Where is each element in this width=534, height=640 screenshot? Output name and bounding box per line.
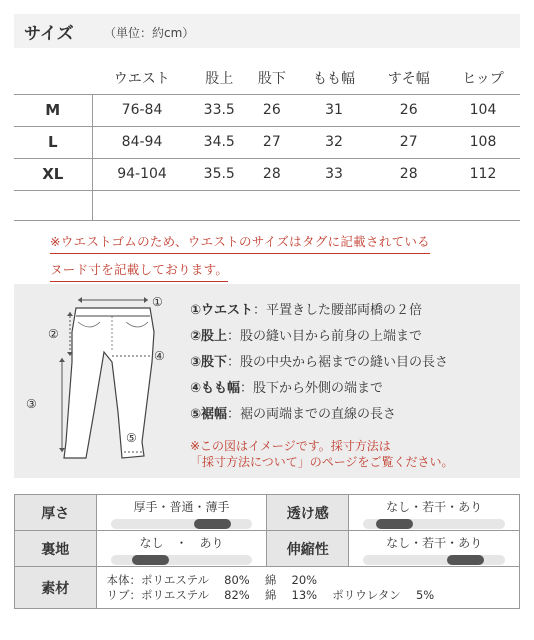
- marker-1: ①: [152, 295, 163, 309]
- legend-thigh: [190, 376, 520, 402]
- attr-row-material: [15, 567, 520, 609]
- size-cell-empty: [247, 190, 297, 220]
- size-table-header: [14, 62, 520, 94]
- size-cell-empty: [297, 190, 372, 220]
- size-cell: 84-94: [92, 126, 192, 158]
- diagram-warning-line2: 「採寸方法について」のページをご覧ください。: [190, 455, 454, 469]
- size-cell: 28: [371, 158, 446, 190]
- legend-inseam: [190, 350, 520, 376]
- attr-row-1: [15, 495, 520, 531]
- stretch-fill: [447, 555, 484, 565]
- transparency-label: 透け感: [267, 495, 349, 531]
- size-cell: 33.5: [192, 94, 247, 126]
- waist-note-text1: ※ウエストゴムのため、ウエストのサイズはタグに記載されている: [50, 234, 430, 254]
- size-title: サイズ: [24, 24, 74, 44]
- size-label: XL: [14, 158, 92, 190]
- waist-note-line1: [50, 232, 430, 250]
- size-cell: 32: [297, 126, 372, 158]
- size-cell: 76-84: [92, 94, 192, 126]
- column-header: 股下: [257, 70, 286, 87]
- legend-rise: [190, 324, 520, 350]
- material-cell: [96, 567, 519, 609]
- legend-term: ②股上: [190, 329, 228, 344]
- size-cell: 94-104: [92, 158, 192, 190]
- transparency-fill: [376, 519, 413, 529]
- column-header: すそ幅: [387, 70, 430, 87]
- thickness-indicator: [111, 519, 253, 529]
- transparency-cell: [349, 495, 520, 531]
- size-label-empty: [14, 190, 92, 220]
- size-row-l: [14, 126, 520, 158]
- size-table-corner: [14, 62, 92, 94]
- size-cell: 108: [446, 126, 520, 158]
- material-label: 素材: [15, 567, 97, 609]
- size-row-empty: [14, 190, 520, 220]
- size-cell: 26: [247, 94, 297, 126]
- pants-illustration: [22, 292, 192, 472]
- size-cell: 27: [371, 126, 446, 158]
- size-cell: 35.5: [192, 158, 247, 190]
- stretch-cell: [349, 531, 520, 567]
- stretch-indicator: [363, 555, 505, 565]
- legend-desc: ：平置きした腰部両橋の２倍: [253, 303, 423, 318]
- size-row-m: [14, 94, 520, 126]
- legend-desc: ：裾の両端までの直線の長さ: [227, 407, 397, 422]
- size-cell-empty: [92, 190, 192, 220]
- diagram-warning-line1: ※この図はイメージです。採寸方法は: [190, 439, 391, 453]
- size-cell: 112: [446, 158, 520, 190]
- measurement-diagram: [14, 284, 520, 478]
- stretch-options: なし・若干・あり: [386, 536, 483, 550]
- transparency-options: なし・若干・あり: [386, 500, 483, 514]
- size-cell: 28: [247, 158, 297, 190]
- waist-note-line2: [50, 260, 228, 278]
- size-cell: 31: [297, 94, 372, 126]
- size-cell-empty: [192, 190, 247, 220]
- marker-4: ④: [154, 349, 165, 363]
- legend-term: ①ウエスト: [190, 303, 254, 318]
- size-label: L: [14, 126, 92, 158]
- diagram-warning: [190, 438, 520, 470]
- size-header: [14, 14, 520, 48]
- transparency-indicator: [363, 519, 505, 529]
- marker-2: ②: [48, 327, 59, 341]
- lining-indicator: [111, 555, 253, 565]
- legend-desc: ：股の中央から裾までの縫い目の長さ: [227, 355, 449, 370]
- marker-5: ⑤: [126, 431, 137, 445]
- legend-term: ④もも幅: [190, 381, 241, 396]
- column-header: 股上: [205, 70, 234, 87]
- stretch-label: 伸縮性: [267, 531, 349, 567]
- material-body: 本体：ポリエステル 80% 綿 20%: [106, 572, 318, 587]
- legend-term: ⑤裾幅: [190, 407, 228, 422]
- thickness-label: 厚さ: [15, 495, 97, 531]
- thickness-cell: [96, 495, 267, 531]
- lining-cell: [96, 531, 267, 567]
- attr-row-2: [15, 531, 520, 567]
- size-table: [14, 62, 520, 221]
- column-header: もも幅: [313, 70, 356, 87]
- thickness-options: 厚手・普通・薄手: [133, 500, 230, 514]
- legend-desc: ：股の縫い目から前身の上端まで: [227, 329, 423, 344]
- thickness-fill: [194, 519, 231, 529]
- legend-hem: [190, 402, 520, 428]
- size-cell-empty: [446, 190, 520, 220]
- size-cell: 33: [297, 158, 372, 190]
- lining-fill: [132, 555, 169, 565]
- legend-term: ③股下: [190, 355, 228, 370]
- lining-label: 裏地: [15, 531, 97, 567]
- column-header: ウエスト: [113, 70, 170, 87]
- legend-desc: ：股下から外側の端まで: [240, 381, 384, 396]
- size-unit: （単位：約cm）: [104, 26, 195, 40]
- waist-note-text2: ヌード寸を記載しております。: [50, 262, 228, 282]
- marker-3: ③: [26, 397, 37, 411]
- size-cell: 104: [446, 94, 520, 126]
- size-cell: 34.5: [192, 126, 247, 158]
- lining-options: なし ・ あり: [139, 536, 224, 550]
- legend-waist: [190, 298, 520, 324]
- size-row-xl: [14, 158, 520, 190]
- material-rib: リブ：ポリエステル 82% 綿 13% ポリウレタン 5%: [106, 587, 435, 602]
- size-cell-empty: [371, 190, 446, 220]
- column-header: ヒップ: [462, 70, 504, 87]
- size-cell: 26: [371, 94, 446, 126]
- fabric-attributes-table: [14, 494, 520, 609]
- size-label: M: [14, 94, 92, 126]
- measurement-legend: [190, 298, 520, 470]
- size-cell: 27: [247, 126, 297, 158]
